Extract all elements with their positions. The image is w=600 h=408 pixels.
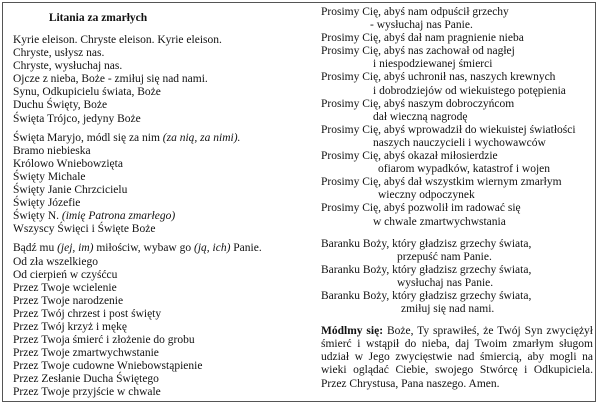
- petition-line: Prosimy Cię, abyś pozwolił im radować się: [321, 202, 521, 215]
- invocation-line: Ojcze z nieba, Boże - zmiłuj się nad nami.: [13, 73, 208, 86]
- mercy-line: Przez Twoje cudowne Wniebowstąpienie: [13, 360, 203, 373]
- saint-line: Święty Józefie: [13, 197, 81, 210]
- invocations-block: [13, 34, 313, 126]
- mercy-line: Przez Twoje przyjście w chwale: [13, 386, 161, 399]
- lamb-response: zmiłuj się nad nami.: [401, 303, 495, 316]
- petition-response: - wysłuchaj nas Panie.: [370, 19, 473, 32]
- petitions-block: [321, 6, 597, 229]
- mercy-line: Przez Twój krzyż i mękę: [13, 320, 127, 333]
- mercy-line: Przez Twoje zmartwychwstanie: [13, 347, 159, 360]
- petition-line: Prosimy Cię, abyś dał nam pragnienie nieba: [321, 32, 524, 45]
- invocation-line: Święta Trójco, jedyny Boże: [13, 112, 141, 125]
- closing-text: Boże, Ty sprawiłeś, że Twój Syn zwyciężył śmierć i wstąpił do nieba, daj Twoim zmarłym sługom udział w Jego zwycięstwie nad śmiercią, aby mogli na wieki oglądać Ciebie, swojego Stwórcę i Odkupiciela. Przez Chrystusa, Pana naszego. Amen.: [321, 325, 593, 390]
- mercy-line: Przez Twoje narodzenie: [13, 294, 124, 307]
- saint-line: Królowo Wniebowzięta: [13, 157, 123, 170]
- petition-continuation: i niespodziewanej śmierci: [373, 58, 493, 71]
- lamb-response: wysłuchaj nas Panie.: [397, 276, 494, 289]
- litany-title: Litania za zmarłych: [48, 12, 148, 24]
- patron-line: Święty N. (imię Patrona zmarłego): [13, 210, 176, 223]
- petition-continuation: ofiarom wypadków, katastrof i wojen: [378, 163, 551, 176]
- mercy-line: Przez Zesłanie Ducha Świętego: [13, 373, 159, 386]
- petition-line: Prosimy Cię, abyś uchronił nas, naszych krewnych: [321, 71, 556, 84]
- right-column: [321, 6, 597, 391]
- mercy-line: Przez Twoje wcielenie: [13, 281, 117, 294]
- petition-continuation: w chwale zmartwychwstania: [373, 215, 506, 228]
- invocation-line: Chryste, wysłuchaj nas.: [13, 60, 123, 73]
- saints-block: [13, 132, 313, 237]
- petition-line: Prosimy Cię, abyś nam odpuścił grzechy: [321, 6, 509, 18]
- petition-continuation: i dobrodziejów od wiekuistego potępienia: [373, 84, 566, 97]
- invocation-line: Synu, Odkupicielu świata, Boże: [13, 86, 161, 99]
- petition-continuation: dał wieczną nagrodę: [373, 110, 468, 123]
- petition-line: Prosimy Cię, abyś nas zachował od nagłej: [321, 45, 515, 58]
- mercy-line: Od cierpień w czyśćcu: [13, 268, 118, 281]
- mercy-block: [13, 242, 313, 399]
- lamb-line: Baranku Boży, który gładzisz grzechy świata,: [321, 289, 532, 302]
- lamb-response: przepuść nam Panie.: [397, 250, 492, 263]
- mercy-line: Od zła wszelkiego: [13, 255, 98, 268]
- petition-line: Prosimy Cię, abyś dał wszystkim wiernym zmarłym: [321, 176, 562, 189]
- mercy-line: Przez Twoja śmierć i złożenie do grobu: [13, 334, 195, 347]
- petition-line: Prosimy Cię, abyś naszym dobroczyńcom: [321, 97, 515, 110]
- lamb-of-god-block: [321, 238, 597, 317]
- closing-label: Módlmy się:: [321, 325, 384, 338]
- invocation-line: Chryste, usłysz nas.: [13, 47, 105, 60]
- petition-line: Prosimy Cię, abyś wprowadził do wiekuistej światłości: [321, 123, 576, 136]
- petition-continuation: wieczny odpoczynek: [378, 189, 475, 202]
- saint-line: Bramo niebieska: [13, 144, 91, 157]
- saint-line: Święty Michale: [13, 170, 86, 183]
- invocation-line: Kyrie eleison. Chryste eleison. Kyrie eleison.: [13, 34, 222, 46]
- lamb-line: Baranku Boży, który gładzisz grzechy świata,: [321, 263, 532, 276]
- closing-prayer: [321, 325, 593, 390]
- mercy-line: Przez Twój chrzest i post święty: [13, 307, 162, 320]
- invocation-line: Duchu Święty, Boże: [13, 99, 108, 112]
- petition-continuation: naszych nauczycieli i wychowawców: [373, 136, 546, 149]
- saint-line: Wszyscy Święci i Święte Boże: [13, 223, 156, 236]
- petition-line: Prosimy Cię, abyś okazał miłosierdzie: [321, 150, 498, 163]
- lamb-line: Baranku Boży, który gładzisz grzechy świata,: [321, 237, 532, 250]
- saints-first-line: Święta Maryjo, módl się za nim (za nią, za nimi).: [13, 131, 241, 144]
- mercy-first-line: Bądź mu (jej, im) miłościw, wybaw go (ją, ich) Panie.: [13, 242, 262, 255]
- litany-page: [2, 2, 596, 402]
- saint-line: Święty Janie Chrzcicielu: [13, 184, 128, 197]
- left-column: [13, 12, 313, 400]
